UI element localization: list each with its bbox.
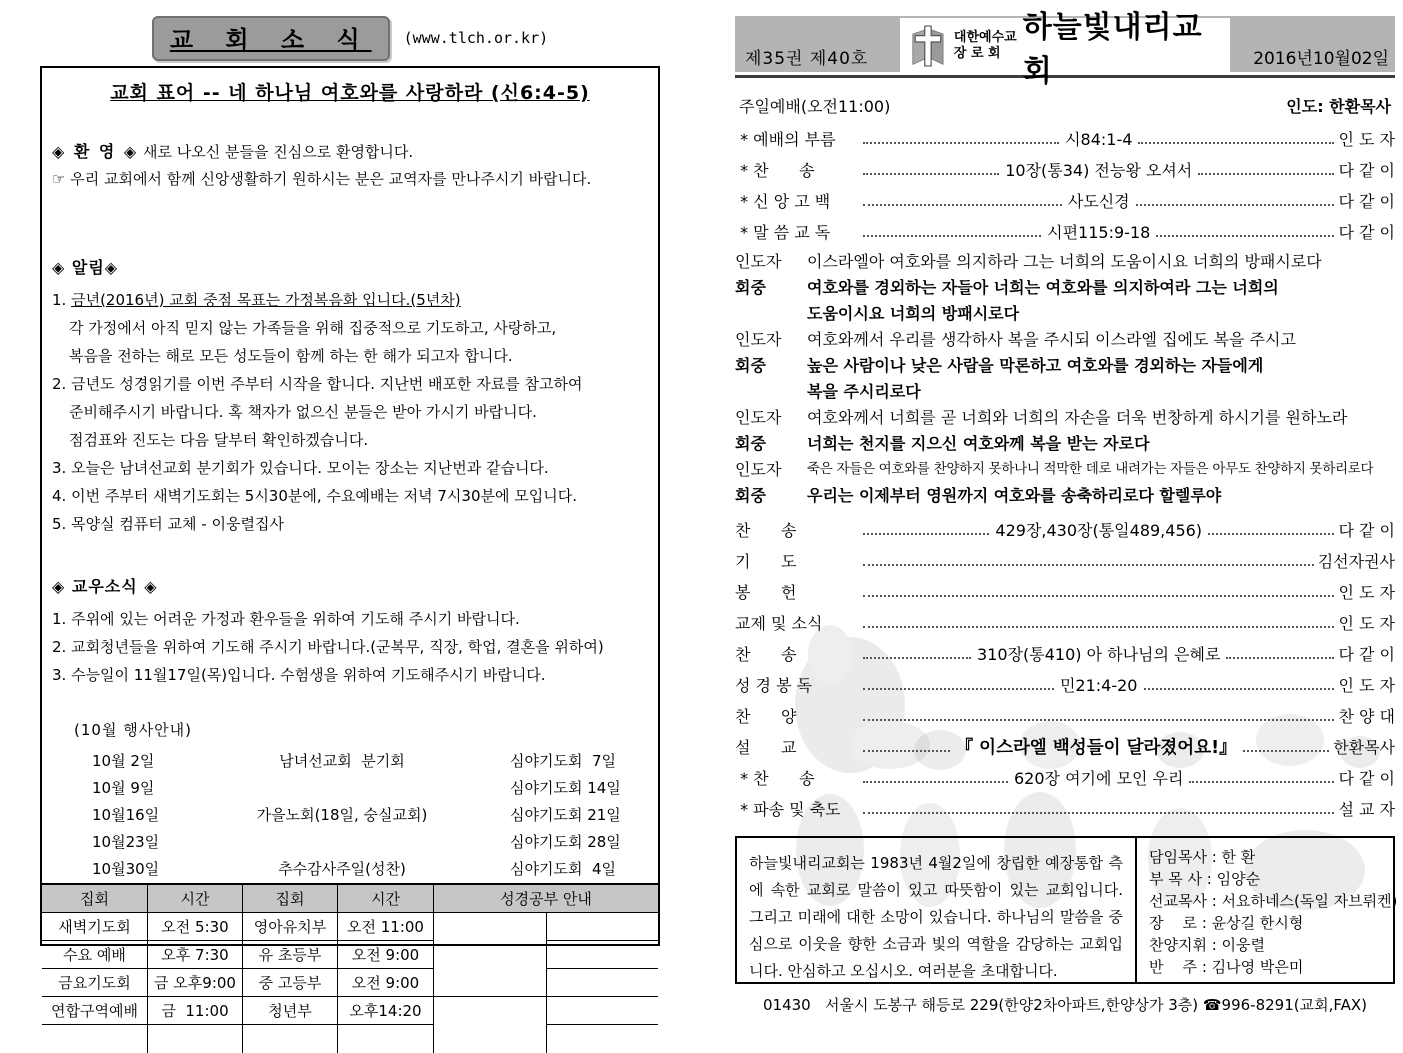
staff-list [1135,838,1398,982]
bible-study-cell [547,913,658,941]
notice-heading: ◈ 알림◈ [52,258,119,277]
church-motto: 교회 표어 -- 네 하나님 여호와를 사랑하라 (신6:4-5) [110,82,590,104]
reading-continuation: 도움이시요 너희의 방패시로다 [807,304,1020,323]
worship-item-person: 인 도 자 [1338,130,1396,149]
church-introduction: 하늘빛내리교회는 1983년 4월2일에 창립한 예장통합 측에 속한 교회로 말씀이 있고 따뜻함이 있는 교회입니다. 그리고 미래에 대한 소망이 있습니다. 하나님의 말씀을 중심으로 이웃을 향한 소금과 빛의 역할을 감당하는 교회입니다. 안심하고 오십시오. 여러분을 초대합니다. [749,854,1123,980]
worship-item-person: 다 같 이 [1338,645,1395,664]
reading-text: 우리는 이제부터 영원까지 여호와를 송축하리로다 할렐루야 [807,486,1222,505]
denomination-label [954,30,1017,62]
worship-line [735,640,1395,667]
schedule-header-cell: 집회 [243,885,338,913]
service-header [735,94,1395,117]
dotted-leader [1243,741,1330,752]
event-name [202,775,482,802]
bible-study-cell [434,997,547,1053]
event-row [52,829,648,856]
reading-speaker: 인도자 [735,330,782,349]
welcome-text: 새로 나오신 분들을 진심으로 환영합니다. [138,143,414,161]
reading-speaker: 인도자 [735,408,782,427]
reading-speaker: 회중 [735,356,766,375]
dotted-leader [863,133,1059,144]
schedule-cell: 청년부 [243,997,338,1025]
notice-line: 각 가정에서 아직 믿지 않는 가족들을 위해 집중적으로 기도하고, 사랑하고, [69,319,557,337]
worship-line [735,733,1395,760]
event-date: 10월 9일 [92,779,155,797]
reading-text: 높은 사람이나 낮은 사람을 막론하고 여호와를 경외하는 자들에게 복을 주시리로다 [807,353,1395,404]
worship-line [735,795,1395,822]
church-name: 하늘빛내리교회 [1022,10,1203,89]
notice-line: 점검표와 진도는 다음 달부터 확인하겠습니다. [69,431,369,449]
worship-item-content: 시84:1-4 [1065,130,1133,149]
reading-speaker: 회중 [735,278,766,297]
church-news-title-box [152,16,390,61]
worship-item-person: 인 도 자 [1338,614,1395,633]
worship-line [735,671,1395,698]
worship-line [735,516,1395,543]
reading-speaker: 회중 [735,486,766,505]
schedule-cell: 금 11:00 [148,997,243,1025]
staff-line: 찬양지휘 : 이웅렬 [1149,936,1266,954]
event-name: 추수감사주일(성찬) [278,860,406,878]
dotted-leader [1138,133,1334,144]
bible-study-cell [547,941,658,969]
schedule-cell [148,1025,243,1053]
masthead-center [900,10,1230,89]
worship-item-label: 봉 헌 [735,583,797,602]
bulletin-date: 2016년10월02일 [1253,49,1389,69]
dotted-leader [1226,648,1334,659]
worship-item-content: 429장,430장(통일489,456) [995,521,1203,540]
worship-item-person: 한환목사 [1333,738,1396,757]
schedule-cell: 오전 9:00 [338,969,434,997]
worship-line [735,156,1395,183]
church-address: 01430 서울시 도봉구 해등로 229(한양2차아파트,한양상가 3층) ☎996-8291(교회,FAX) [763,996,1367,1014]
schedule-cell: 오전 11:00 [338,913,434,941]
reading-line [735,431,1395,456]
left-page [40,16,660,1020]
worship-order-bottom [735,516,1395,822]
schedule-cell [42,1025,148,1053]
worship-item-content: 사도신경 [1067,192,1130,211]
late-night-prayer: 심야기도회 14일 [510,779,621,797]
reading-line [735,457,1395,482]
masthead-band [735,10,1395,89]
notice-line: 3. 오늘은 남녀선교회 분기회가 있습니다. 모이는 장소는 지난번과 같습니다. [52,459,549,477]
worship-item-person: 설 교 자 [1338,800,1395,819]
church-website-url: (www.tlch.or.kr) [403,29,549,47]
worship-item-label: 찬 송 [735,521,797,540]
member-news-section [52,574,648,689]
schedule-cell [338,1025,434,1053]
reading-text: 여호와께서 우리를 생각하사 복을 주시되 이스라엘 집에도 복을 주시고 [807,330,1296,349]
worship-item-person: 찬 양 대 [1338,707,1395,726]
reading-line [735,483,1395,508]
worship-order-top [735,125,1395,245]
schedule-cell: 연합구역예배 [42,997,148,1025]
dotted-leader [1208,524,1334,535]
worship-item-person: 김선자권사 [1317,552,1395,571]
dotted-leader [863,710,1334,721]
bible-study-cell [547,1025,658,1053]
right-page [735,10,1398,1015]
bible-study-cell [547,997,658,1025]
dotted-leader [863,617,1334,628]
worship-line [735,764,1395,791]
bible-study-cell [434,913,547,997]
worship-item-person: 인 도 자 [1338,583,1395,602]
late-night-prayer: 심야기도회 7일 [510,752,617,770]
schedule-cell: 영아유치부 [243,913,338,941]
dotted-leader [863,555,1314,566]
worship-item-label: 설 교 [735,738,797,757]
dotted-leader [863,195,1062,206]
late-night-prayer: 심야기도회 4일 [510,860,617,878]
dotted-leader [1198,164,1334,175]
reading-continuation: 복을 주시리로다 [807,382,921,401]
denomination-line1: 대한예수교 [953,30,1017,45]
worship-line [735,187,1395,214]
worship-item-label: 기 도 [735,552,797,571]
dotted-leader [863,741,950,752]
notice-line: 복음을 전하는 해로 모든 성도들이 함께 하는 한 해가 되고자 합니다. [69,347,513,365]
worship-item-label: 찬 송 [735,645,797,664]
welcome-heading: ◈ 환 영 ◈ [52,142,139,161]
worship-item-content: 시편115:9-18 [1047,223,1151,242]
cross-icon [908,21,948,71]
notice-line: 2. 금년도 성경읽기를 이번 주부터 시작을 합니다. 지난번 배포한 자료를 참고하여 [52,375,583,393]
schedule-cell: 금요기도회 [42,969,148,997]
church-info-box [735,836,1398,984]
notice-line: 5. 목양실 컴퓨터 교체 - 이웅렬집사 [52,515,284,533]
reading-text: 이스라엘아 여호와를 의지하라 그는 너희의 도움이시요 너희의 방패시로다 [807,252,1322,271]
event-row [52,856,648,883]
reading-speaker: 회중 [735,434,766,453]
responsive-reading [735,249,1395,508]
events-list [52,748,648,883]
left-page-box [40,66,660,1020]
worship-item-content: 10장(통34) 전능왕 오셔서 [1005,161,1193,180]
schedule-cell [243,1025,338,1053]
schedule-cell: 중 고등부 [243,969,338,997]
worship-item-person: 다 같 이 [1338,161,1396,180]
welcome-note: ☞ 우리 교회에서 함께 신앙생활하기 원하시는 분은 교역자를 만나주시기 바랍니다. [52,170,592,188]
member-news-line: 2. 교회청년들을 위하여 기도해 주시기 바랍니다.(군복무, 직장, 학업, 결혼을 위하여) [52,638,604,656]
worship-item-content: 『 이스라엘 백성들이 달라졌어요!』 [955,738,1237,758]
schedule-header-cell: 시간 [338,885,434,913]
staff-line: 부 목 사 : 임양순 [1149,870,1261,888]
reading-text: 여호와께서 너희를 곧 너희와 너희의 자손을 더욱 번창하게 하시기를 원하노라 [807,408,1348,427]
dotted-leader [863,586,1334,597]
event-date: 10월23일 [92,833,160,851]
issue-number: 제35권 제40호 [745,49,869,69]
event-name [202,829,482,856]
worship-item-label: * 신 앙 고 백 [735,192,831,211]
event-row [52,748,648,775]
reading-text: 너희는 천지를 지으신 여호와께 복을 받는 자로다 [807,434,1150,453]
worship-item-person: 다 같 이 [1338,192,1395,211]
reading-line [735,249,1395,274]
events-heading: (10월 행사안내) [74,721,193,739]
left-page-header [40,16,660,60]
dotted-leader [1136,195,1335,206]
dotted-leader [863,524,989,535]
event-row [52,802,648,829]
event-name: 남녀선교회 분기회 [279,752,405,770]
staff-line: 장 로 : 윤상길 한시형 [1149,914,1304,932]
welcome-line [52,139,648,162]
october-events-section [52,719,648,883]
dotted-leader [863,226,1041,237]
bible-study-cell [547,969,658,997]
event-date: 10월30일 [92,860,160,878]
event-row [52,775,648,802]
schedule-cell: 오전 5:30 [148,913,243,941]
worship-item-person: 인 도 자 [1338,676,1396,695]
schedule-header-cell: 성경공부 안내 [434,885,658,913]
schedule-cell: 오후 7:30 [148,941,243,969]
reading-text: 여호와를 경외하는 자들아 너희는 여호와를 의지하여라 그는 너희의 도움이시요 너희의 방패시로다 [807,275,1395,326]
dotted-leader [1189,772,1334,783]
service-title: 주일예배(오전11:00) [739,97,891,116]
schedule-cell: 금 오후9:00 [148,969,243,997]
reading-speaker: 인도자 [735,252,782,271]
worship-item-label: * 찬 송 [735,161,815,180]
notice-list [52,286,648,538]
event-date: 10월16일 [92,806,160,824]
notice-section [52,255,648,538]
notice-line: 4. 이번 주부터 새벽기도회는 5시30분에, 수요예배는 저녁 7시30분에 모입니다. [52,487,577,505]
worship-item-label: * 파송 및 축도 [735,800,841,819]
schedule-header-cell: 집회 [42,885,148,913]
worship-item-content: 310장(통410) 아 하나님의 은혜로 [977,645,1221,664]
notice-line [52,286,648,314]
late-night-prayer: 심야기도회 21일 [510,806,621,824]
worship-line [735,218,1395,245]
worship-line [735,125,1395,152]
member-news-line: 3. 수능일이 11월17일(목)입니다. 수험생을 위하여 기도해주시기 바랍니다. [52,666,546,684]
dotted-leader [863,772,1008,783]
worship-item-label: 교제 및 소식 [735,614,823,633]
dotted-leader [863,803,1334,814]
worship-item-person: 다 같 이 [1338,769,1395,788]
dotted-leader [1156,226,1334,237]
worship-line [735,578,1395,605]
worship-item-person: 다 같 이 [1338,223,1396,242]
service-leader: 인도: 한환목사 [1286,97,1391,116]
member-news-line: 1. 주위에 있는 어려운 가정과 환우들을 위하여 기도해 주시기 바랍니다. [52,610,520,628]
late-night-prayer: 심야기도회 28일 [510,833,621,851]
reading-line [735,405,1395,430]
schedule-cell: 유 초등부 [243,941,338,969]
event-name: 가을노회(18일, 숭실교회) [256,806,428,824]
worship-item-label: * 예배의 부름 [735,130,836,149]
notice-text: 금년(2016년) 교회 중점 목표는 가정복음화 입니다.(5년차) [71,291,461,309]
worship-item-label: * 말 씀 교 독 [735,223,831,242]
dotted-leader [863,164,999,175]
dotted-leader [863,648,971,659]
reading-line [735,353,1395,404]
notice-number: 1. [52,291,72,309]
member-news-list [52,605,648,689]
dotted-leader [1144,679,1335,690]
reading-text: 죽은 자들은 여호와를 찬양하지 못하나니 적막한 데로 내려가는 자들은 아무도 찬양하지 못하리로다 [807,461,1374,477]
member-news-heading: ◈ 교우소식 ◈ [52,577,158,596]
schedule-cell: 오후14:20 [338,997,434,1025]
worship-line [735,547,1395,574]
schedule-header-cell: 시간 [148,885,243,913]
worship-item-label: 성 경 봉 독 [735,676,813,695]
staff-line: 반 주 : 김나영 박은미 [1149,958,1304,976]
notice-line: 준비해주시기 바랍니다. 혹 책자가 없으신 분들은 받아 가시기 바랍니다. [69,403,537,421]
reading-line [735,275,1395,326]
worship-item-content: 민21:4-20 [1059,676,1138,695]
schedule-cell: 새벽기도회 [42,913,148,941]
worship-item-label: * 찬 송 [735,769,815,788]
schedule-cell: 오전 9:00 [338,941,434,969]
worship-item-content: 620장 여기에 모인 우리 [1014,769,1184,788]
weekly-schedule-table [42,883,658,1053]
staff-line: 담임목사 : 한 환 [1149,848,1256,866]
denomination-line2: 장 로 회 [953,46,1001,61]
event-date: 10월 2일 [92,752,155,770]
church-news-title: 교 회 소 식 [169,25,372,54]
left-page-content [42,68,658,883]
reading-line [735,327,1395,352]
worship-item-label: 찬 양 [735,707,797,726]
worship-line [735,609,1395,636]
dotted-leader [863,679,1054,690]
worship-item-person: 다 같 이 [1338,521,1395,540]
staff-line: 선교목사 : 서요하네스(독일 자브뤼켄) [1149,892,1398,910]
worship-line [735,702,1395,729]
schedule-cell: 수요 예배 [42,941,148,969]
reading-speaker: 인도자 [735,460,782,479]
